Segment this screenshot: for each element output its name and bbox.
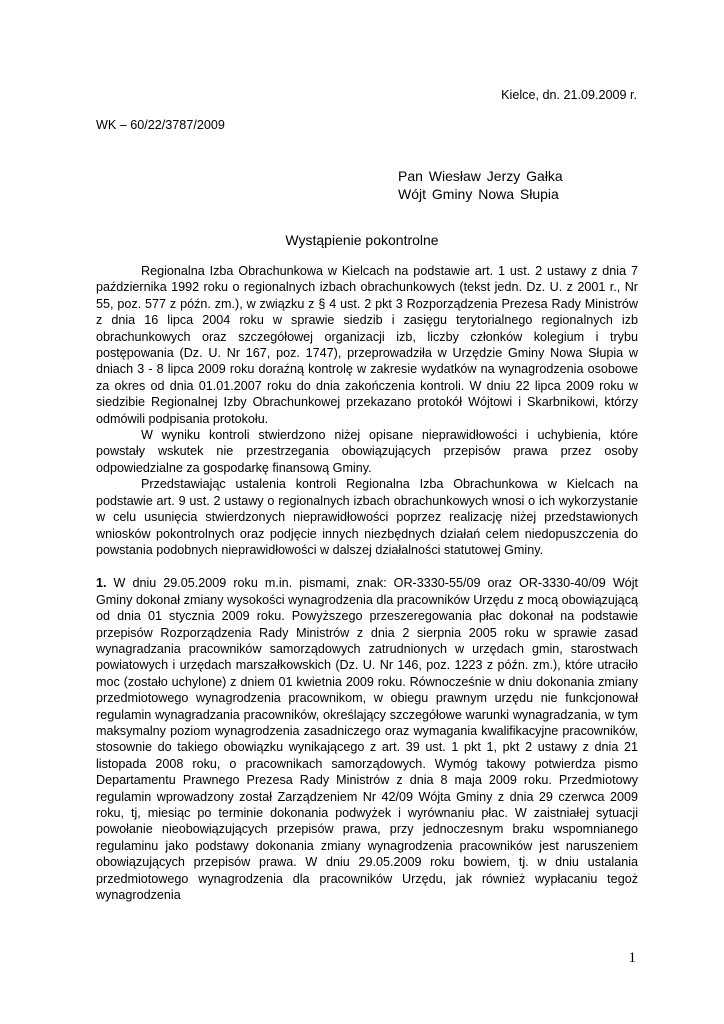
paragraph-recommendations: Przedstawiając ustalenia kontroli Regionalna Izba Obrachunkowa w Kielcach na podstawie art. 9 ust. 2 ustawy o regionalnych izbach obrachunkowych wnosi o ich wykorzystanie w celu usunięcia stwierdzonych nieprawidłowości poprzez realizację niżej przedstawionych wniosków pokontrolnych oraz podjęcie innych niezbędnych działań celem niedopuszczenia do powstania podobnych nieprawidłowości w dalszej działalności statutowej Gminy.: [96, 477, 638, 557]
finding-point-1: [96, 575, 638, 903]
page-number: 1: [628, 950, 636, 966]
finding-point-number: 1.: [96, 576, 107, 591]
paragraph-intro: Regionalna Izba Obrachunkowa w Kielcach na podstawie art. 1 ust. 2 ustawy z dnia 7 października 1992 roku o regionalnych izbach obrachunkowych (tekst jedn. Dz. U. z 2001 r., Nr 55, poz. 577 z późn. zm.), w związku z § 4 ust. 2 pkt 3 Rozporządzenia Prezesa Rady Ministrów z dnia 16 lipca 2004 roku w sprawie siedzib i zasięgu terytorialnego regionalnych izb obrachunkowych oraz szczegółowej organizacji izb, liczby członków kolegium i trybu postępowania (Dz. U. Nr 167, poz. 1747), przeprowadziła w Urzędzie Gminy Nowa Słupia w dniach 3 - 8 lipca 2009 roku doraźną kontrolę w zakresie wydatków na wynagrodzenia osobowe za okres od dnia 01.01.2007 roku do dnia zakończenia kontroli. W dniu 22 lipca 2009 roku w siedzibie Regionalnej Izby Obrachunkowej przekazano protokół Wójtowi i Skarbnikowi, którzy odmówili podpisania protokołu.: [96, 264, 638, 426]
reference-number: WK – 60/22/3787/2009: [96, 118, 225, 132]
document-body: [96, 263, 638, 903]
addressee-block: [398, 167, 563, 203]
finding-point-text: W dniu 29.05.2009 roku m.in. pismami, znak: OR-3330-55/09 oraz OR-3330-40/09 Wójt Gminy dokonał zmiany wysokości wynagrodzenia dla pracowników Urzędu z mocą obowiązującą od dnia 01 stycznia 2009 roku. Powyższego przeszeregowania płac dokonał na podstawie przepisów Rozporządzenia Rady Ministrów z dnia 2 sierpnia 2005 roku w sprawie zasad wynagradzania pracowników samorządowych zatrudnionych w urzędach gmin, starostwach powiatowych i urzędach marszałkowskich (Dz. U. Nr 146, poz. 1223 z późn. zm.), które utraciło moc (zostało uchylone) z dniem 01 kwietnia 2009 roku. Równocześnie w dniu dokonania zmiany przedmiotowego wynagrodzenia pracownikom, w obiegu prawnym urzędu nie funkcjonował regulamin wynagradzania pracowników, określający szczegółowe warunki wynagradzania, w tym maksymalny poziom wynagrodzenia zasadniczego oraz wymagania kwalifikacyjne pracowników, stosownie do takiego obowiązku wynikającego z art. 39 ust. 1 pkt 1, pkt 2 ustawy z dnia 21 listopada 2008 roku, o pracownikach samorządowych. Wymóg takowy potwierdza pismo Departamentu Prawnego Prezesa Rady Ministrów z dnia 8 maja 2009 roku. Przedmiotowy regulamin wprowadzony został Zarządzeniem Nr 42/09 Wójta Gminy z dnia 29 czerwca 2009 roku, tj, miesiąc po terminie dokonania podwyżek i wyrównaniu płac. W zaistniałej sytuacji powołanie nieobowiązujących przepisów prawa, przy jednoczesnym braku wspomnianego regulaminu jako podstawy dokonania zmiany wynagrodzenia pracowników jest naruszeniem obowiązujących przepisów prawa. W dniu 29.05.2009 roku bowiem, tj. w dniu ustalania przedmiotowego wynagrodzenia dla pracowników Urzędu, jak również wypłacaniu tegoż wynagrodzenia: [96, 576, 639, 903]
place-and-date: Kielce, dn. 21.09.2009 r.: [501, 88, 637, 102]
paragraph-findings: W wyniku kontroli stwierdzono niżej opisane nieprawidłowości i uchybienia, które powstały wskutek nie przestrzegania obowiązujących przepisów prawa przez osoby odpowiedzialne za gospodarkę finansową Gminy.: [96, 428, 638, 475]
addressee-name: Pan Wiesław Jerzy Gałka: [398, 168, 563, 184]
document-title: Wystąpienie pokontrolne: [285, 232, 439, 248]
addressee-position: Wójt Gminy Nowa Słupia: [398, 186, 559, 202]
